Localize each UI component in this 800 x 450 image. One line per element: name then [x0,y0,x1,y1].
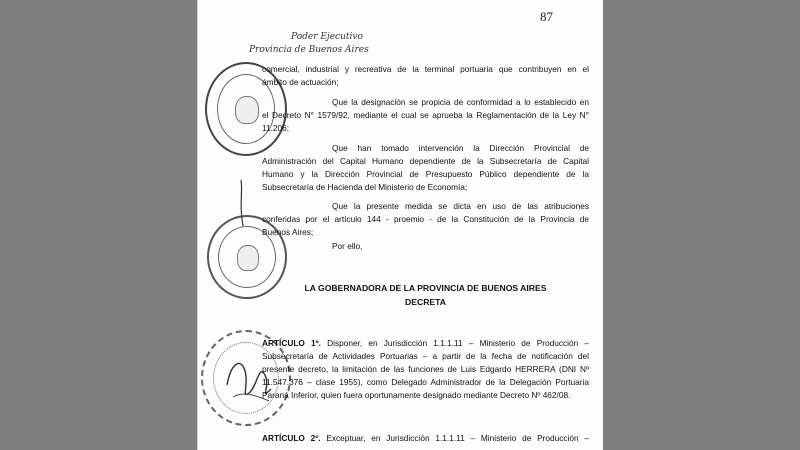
decree-subheading: DECRETA [405,297,446,307]
paragraph-3: Que han tomado intervención la Dirección Provincial de Administración del Capital Humano dependiente de la Subsecretaría de Capital Humano y la Dirección Provincial de Presupuesto Público dependiente de la Subsecretaría de Hacienda del Ministerio de Economía; [262,143,589,192]
paragraph-5: Por ello, [332,241,363,251]
paragraph-4: Que la presente medida se dicta en uso de las atribuciones conferidas por el artículo 144 - proemio - de la Constitución de la Provincia de Buenos Aires; [262,201,589,237]
paragraph-1: comercial, industrial y recreativa de la terminal portuaria que contribuyen en el ámbito de actuación; [262,64,589,87]
document-page [197,0,603,450]
article-2: ARTÍCULO 2º. Exceptuar, en Jurisdicción 1.1.1.11 – Ministerio de Producción – [262,433,589,443]
page-number: 87 [540,9,553,24]
page-edge [197,0,198,450]
header-provincia: Provincia de Buenos Aires [249,45,369,55]
article-1: ARTÍCULO 1º. Disponer, en Jurisdicción 1.1.1.11 – Ministerio de Producción – Subsecretaría de Actividades Portuarias – a partir de la fecha de notificación del presente decreto, la limitación de las funciones de Luis Edgardo HERRERA (DNI Nº 11.547.376 – clase 1955), como Delegado Administrador de la Delegación Portuaria Paraná Inferior, quien fuera oportunamente designado mediante Decreto Nº 462/08. [262,338,589,400]
article-1-heading: ARTÍCULO 1º. [262,338,321,348]
coat-of-arms-icon [237,245,259,271]
header-poder-ejecutivo: Poder Ejecutivo [291,32,363,42]
paragraph-2: Que la designación se propicia de conformidad a lo establecido en el Decreto N° 1579/92, mediante el cual se aprueba la Reglamentación de la Ley N° 11.206; [262,97,589,133]
decree-heading: LA GOBERNADORA DE LA PROVINCIA DE BUENOS AIRES [304,283,547,293]
signature-mark-icon [227,178,257,228]
article-2-heading: ARTÍCULO 2º. [262,433,321,443]
coat-of-arms-icon [235,96,259,124]
